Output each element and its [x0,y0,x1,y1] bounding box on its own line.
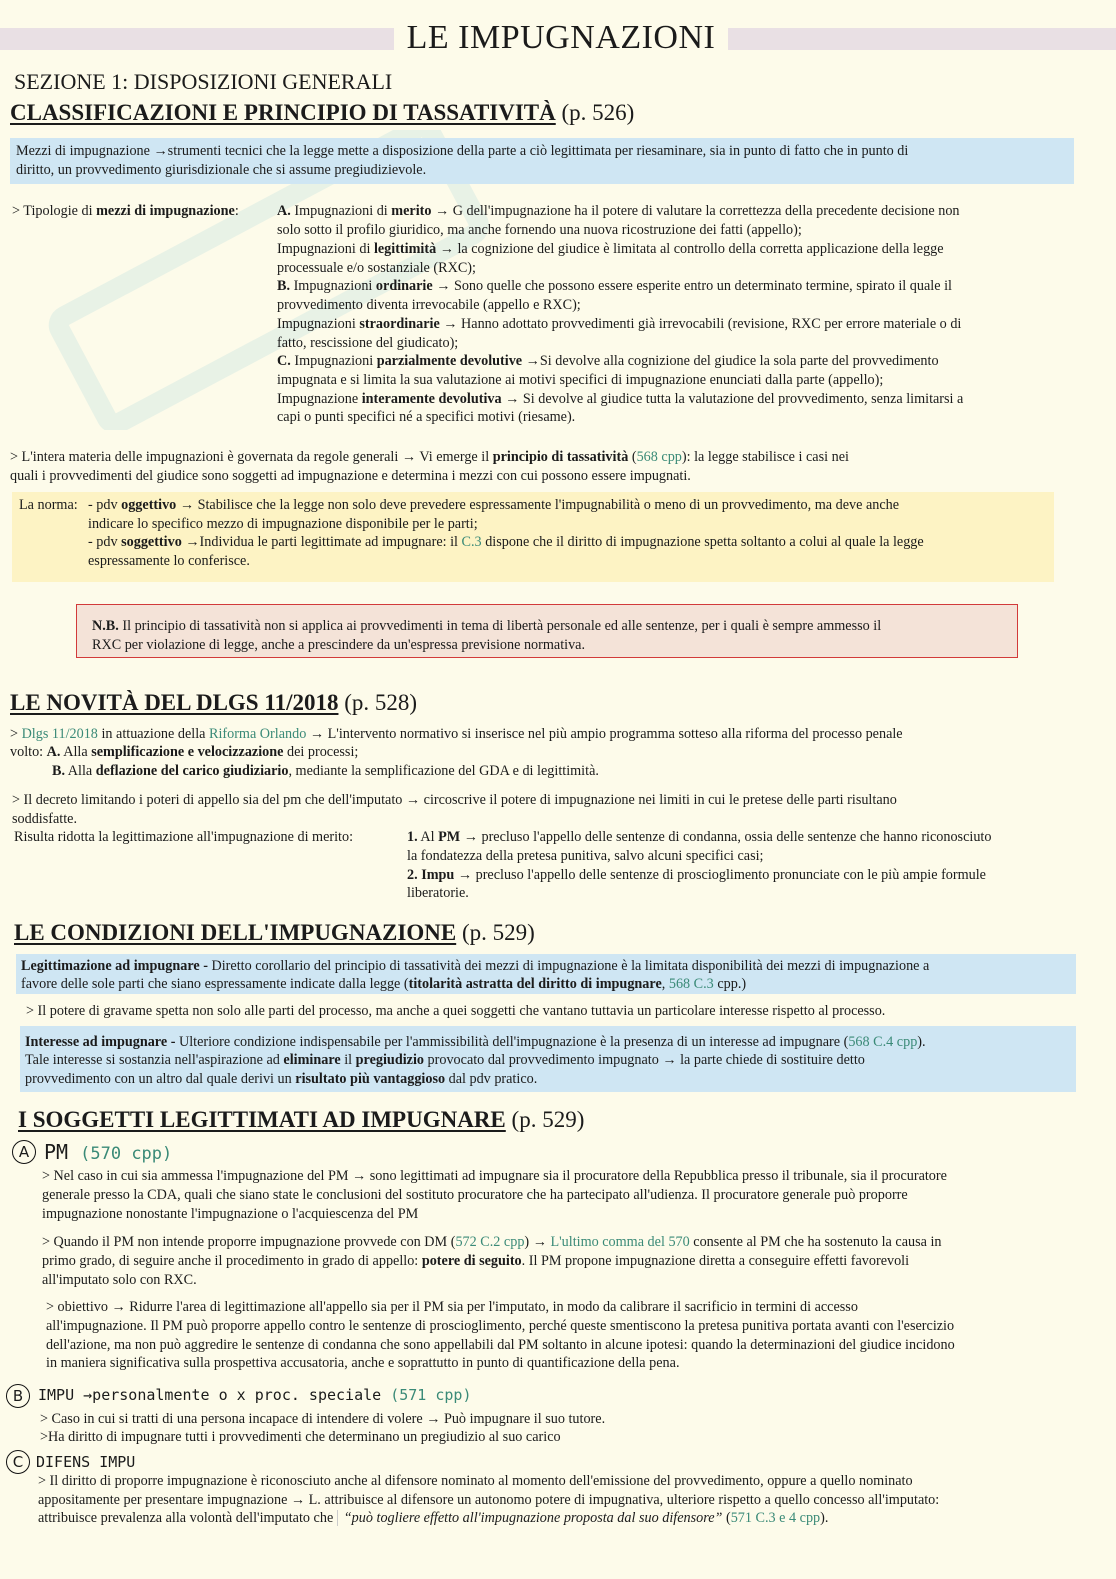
interesse-line-3: provvedimento con un altro dal quale derivi un risultato più vantaggioso dal pdv pratico. [25,1071,538,1087]
impu-handwritten: IMPU →personalmente o x proc. speciale (571 cpp) [38,1386,472,1404]
pm-p2-line-2: primo grado, di seguire anche il procedimento in grado di appello: potere di seguito. Il PM propone impugnazione diretta a conseguire effetti favorevoli [42,1253,910,1269]
norma-oggettivo: - pdv oggettivo → Stabilisce che la legge non solo deve prevedere espressamente l'impugnabilità o meno di un provvedimento, ma deve anche [88,497,900,513]
norma-lead: La norma: [19,497,78,513]
ridotta-pm: 1. Al PM → precluso l'appello delle sentenze di condanna, ossia delle sentenze che hanno riconosciuto [407,829,992,845]
pm-p3-line-3: dell'azione, ma non può aggredire le sentenze di condanna che sono appellabili dal PM soltanto in alcune ipotesi: quando la determinazioni del giudice incidono [46,1337,955,1353]
ridotta-pm-l2: la fondatezza della pretesa punitiva, salvo alcuni specifici casi; [407,848,764,864]
pm-p3-line-2: all'impugnazione. Il PM può proporre appello contro le sentenze di proscioglimento, perché queste smentiscono la pretesa punitiva portata avanti con l'esercizio [46,1318,955,1334]
norma-soggettivo-l2: espressamente lo conferisce. [88,553,250,569]
definition-line-2: diritto, un provvedimento giurisdizionale che si assume pregiudizievole. [16,162,427,178]
heading-classificazioni: CLASSIFICAZIONI E PRINCIPIO DI TASSATIVITÀ (p. 526) [10,100,635,125]
legittimazione-line-2: favore delle sole parti che siano espressamente indicate dalla legge (titolarità astratta del diritto di impugnare, 568 C.3 cpp.) [21,976,747,992]
norma-soggettivo: - pdv soggettivo →Individua le parti legittimate ad impugnare: il C.3 dispone che il diritto di impugnazione spetta soltanto a colui al quale la legge [88,534,924,550]
nb-line-2: RXC per violazione di legge, anche a prescindere da un'espressa previsione normativa. [92,637,586,653]
pm-p3-line-1: > obiettivo → Ridurre l'area di legittimazione all'appello sia per il PM sia per l'imputato, in modo da calibrare il sacrificio in termini di accesso [46,1299,858,1315]
tipologie-legittimita-l2: processuale e/o sostanziale (RXC); [277,260,476,276]
tipologie-merito-l2: solo sotto il profilo giuridico, ma anche fornendo una nuova ricostruzione dei fatti (appello); [277,222,802,238]
tipologie-interamente-l2: capi o punti specifici né a specifici motivi (riesame). [277,409,576,425]
tipologie-interamente: Impugnazione interamente devolutiva → Si devolve al giudice tutta la valutazione del provvedimento, senza limitarsi a [277,391,964,407]
pm-p2-line-3: all'imputato solo con RXC. [42,1272,197,1288]
gravame-line: > Il potere di gravame spetta non solo alle parti del processo, ma anche a quei soggetti che vantano tuttavia un particolare interesse rispetto al processo. [26,1003,886,1019]
heading-condizioni: LE CONDIZIONI DELL'IMPUGNAZIONE (p. 529) [14,920,535,945]
tipologie-ordinarie: B. Impugnazioni ordinarie → Sono quelle che possono essere esperite entro un determinato termine, spirato il quale il [277,278,952,294]
pm-p3-line-4: in maniera significativa sulla prospettiva accusatoria, anche e soprattutto in punto di quantificazione della pena. [46,1355,680,1371]
letter-b-circle: B [6,1384,30,1408]
letter-c-circle: C [6,1450,30,1474]
pm-p1-line-1: > Nel caso in cui sia ammessa l'impugnazione del PM → sono legittimati ad impugnare sia il procuratore della Repubblica presso il tribunale, sia il procuratore [42,1168,947,1184]
difens-line-1: > Il diritto di proporre impugnazione è riconosciuto anche al difensore nominato al momento dell'emissione del provvedimento, oppure a quello nominato [38,1473,913,1489]
tassativita-line-1: > L'intera materia delle impugnazioni è governata da regole generali → Vi emerge il principio di tassatività (568 cpp): la legge stabilisce i casi nei [10,449,849,465]
letter-a-circle: A [12,1140,36,1164]
nb-line-1: N.B. Il principio di tassatività non si applica ai provvedimenti in tema di libertà personale ed alle sentenze, per i quali è sempre ammesso il [92,618,882,634]
ridotta-impu-l2: liberatorie. [407,885,469,901]
tipologie-ordinarie-l2: provvedimento diventa irrevocabile (appello e RXC); [277,297,581,313]
pm-p1-line-2: generale presso la CDA, quali che siano state le conclusioni del sostituto procuratore che ha partecipato all'udienza. Il procuratore generale può proporre [42,1187,908,1203]
page-title: LE IMPUGNAZIONI [406,19,716,56]
interesse-line-1: Interesse ad impugnare - Ulteriore condizione indispensabile per l'ammissibilità dell'impugnazione è la presenza di un interesse ad impugnare (568 C.4 cpp). [25,1034,926,1050]
impu-line-2: >Ha diritto di impugnare tutti i provvedimenti che determinano un pregiudizio al suo carico [40,1429,561,1445]
impu-line-1: > Caso in cui si tratti di una persona incapace di intendere di volere → Può impugnare il suo tutore. [40,1411,606,1427]
heading-soggetti: I SOGGETTI LEGITTIMATI AD IMPUGNARE (p. 529) [18,1107,585,1132]
tipologie-legittimita: Impugnazioni di legittimità → la cognizione del giudice è limitata al controllo della corretta applicazione della legge [277,241,944,257]
tassativita-line-2: quali i provvedimenti del giudice sono soggetti ad impugnazione e determina i mezzi con cui possono essere impugnati. [10,468,691,484]
difens-line-2: appositamente per presentare impugnazione → L. attribuisce al difensore un autonomo potere di impugnativa, ulteriore rispetto a quello concesso all'imputato: [38,1492,940,1508]
tipologie-parziali: C. Impugnazioni parzialmente devolutive →Si devolve alla cognizione del giudice la sola parte del provvedimento [277,353,939,369]
difens-line-3: attribuisce prevalenza alla volontà dell'imputato che “può togliere effetto all'impugnazione proposta dal suo difensore” (571 C.3 e 4 cpp). [38,1510,829,1526]
legittimazione-line-1: Legittimazione ad impugnare - Diretto corollario del principio di tassatività dei mezzi di impugnazione è la limitata disponibilità dei mezzi di impugnazione a [21,958,930,974]
difens-handwritten: DIFENS IMPU [36,1453,136,1471]
norma-oggettivo-l2: indicare lo specifico mezzo di impugnazione disponibile per le parti; [88,516,478,532]
tipologie-merito: A. Impugnazioni di merito → G dell'impugnazione ha il potere di valutare la correttezza della precedente decisione non [277,203,960,219]
tipologie-straordinarie-l2: fatto, rescissione del giudicato); [277,335,459,351]
decreto-line-1: > Il decreto limitando i poteri di appello sia del pm che dell'imputato → circoscrive il potere di impugnazione nei limiti in cui le pretese delle parti risultano [12,792,897,808]
pm-p1-line-3: impugnazione nonostante l'impugnazione o l'acquiescenza del PM [42,1206,419,1222]
interesse-line-2: Tale interesse si sostanzia nell'aspirazione ad eliminare il pregiudizio provocato dal provvedimento impugnato → la parte chiede di sostituire detto [25,1052,865,1068]
section-title: SEZIONE 1: DISPOSIZIONI GENERALI [14,69,393,94]
pm-p2-line-1: > Quando il PM non intende proporre impugnazione provvede con DM (572 C.2 cpp) → L'ultimo comma del 570 consente al PM che ha sostenuto la causa in [42,1234,942,1250]
novita-line-3: B. Alla deflazione del carico giudiziario, mediante la semplificazione del GDA e di legittimità. [52,763,599,779]
tipologie-lead: > Tipologie di mezzi di impugnazione: [12,203,239,219]
tipologie-parziali-l2: impugnata e si limita la sua valutazione ai motivi specifici di impugnazione enunciati dalla parte (appello); [277,372,884,388]
tipologie-straordinarie: Impugnazioni straordinarie → Hanno adottato provvedimenti già irrevocabili (revisione, RXC per errore materiale o di [277,316,962,332]
ridotta-lead: Risulta ridotta la legittimazione all'impugnazione di merito: [14,829,354,845]
definition-line-1: Mezzi di impugnazione →strumenti tecnici che la legge mette a disposizione della parte a ciò legittimata per riesaminare, sia in punto di fatto che in punto di [16,143,909,159]
novita-line-1: > Dlgs 11/2018 in attuazione della Riforma Orlando → L'intervento normativo si inserisce nel più ampio programma sotteso alla riforma del processo penale [10,726,903,742]
ridotta-impu: 2. Impu → precluso l'appello delle sentenze di proscioglimento pronunciate con le più ampie formule [407,867,986,883]
novita-line-2: volto: A. Alla semplificazione e velocizzazione dei processi; [10,744,359,760]
decreto-line-2: soddisfatte. [12,811,78,827]
pm-handwritten: PM (570 cpp) [44,1140,173,1164]
heading-novita: LE NOVITÀ DEL DLGS 11/2018 (p. 528) [10,690,418,715]
